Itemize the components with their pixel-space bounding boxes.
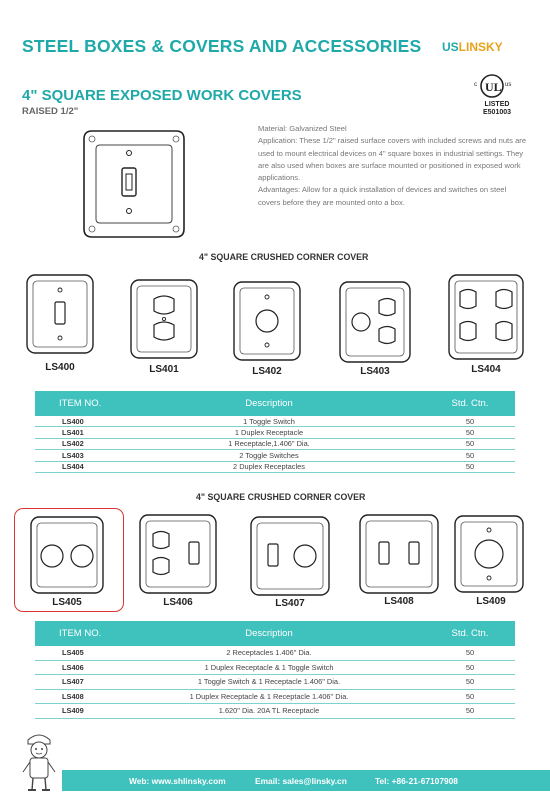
two-toggle-cover-icon <box>357 512 441 596</box>
advantages-text: Advantages: Allow for a quick installation of devices and switches on steel covers before they are mounted onto a box. <box>258 185 507 207</box>
cover-label: LS409 <box>476 596 506 607</box>
ul-listed-text: LISTED E501003 <box>482 101 512 116</box>
single-receptacle-cover-icon <box>231 279 303 363</box>
cover-label: LS400 <box>45 362 75 373</box>
table-row: LS406 1 Duplex Receptacle & 1 Toggle Switch 50 <box>35 661 515 676</box>
table-row: LS401 1 Duplex Receptacle 50 <box>35 427 515 438</box>
section-title: 4" SQUARE EXPOSED WORK COVERS <box>22 87 302 104</box>
cover-label: LS406 <box>163 597 193 608</box>
table-row: LS407 1 Toggle Switch & 1 Receptacle 1.406" Dia. 50 <box>35 675 515 690</box>
svg-text:us: us <box>505 82 512 88</box>
footer-web-link[interactable]: Web: www.shlinsky.com <box>129 775 226 786</box>
table-row: LS408 1 Duplex Receptacle & 1 Receptacle 1.406" Dia. 50 <box>35 690 515 705</box>
brand-logo: USLINSKY <box>442 40 503 54</box>
cover-label: LS404 <box>471 364 501 375</box>
cover-label: LS408 <box>384 596 414 607</box>
table-row: LS404 2 Duplex Receptacles 50 <box>35 462 515 473</box>
table-row: LS405 2 Receptacles 1.406" Dia. 50 <box>35 646 515 661</box>
product-description <box>258 123 528 209</box>
footer-phone: Tel: +86-21-67107908 <box>375 775 458 786</box>
duplex-and-toggle-cover-icon <box>137 512 219 596</box>
table-row: LS403 2 Toggle Switches 50 <box>35 450 515 461</box>
toggle-switch-cover-icon <box>24 272 96 356</box>
cover-label: LS405 <box>52 597 82 608</box>
mascot-icon <box>18 728 60 794</box>
large-receptacle-cover-icon <box>452 513 526 595</box>
two-receptacles-cover-icon <box>28 514 106 596</box>
section-subtitle: RAISED 1/2" <box>22 106 79 117</box>
product-table-1 <box>35 391 515 473</box>
material-text: Material: Galvanized Steel <box>258 124 347 133</box>
contact-footer <box>62 770 550 791</box>
cover-label: LS403 <box>360 366 390 377</box>
receptacle-duplex-cover-icon <box>337 279 413 365</box>
table-row: LS402 1 Receptacle,1.406" Dia. 50 <box>35 439 515 450</box>
cover-label: LS407 <box>275 598 305 609</box>
group1-heading: 4" SQUARE CRUSHED CORNER COVER <box>199 252 369 262</box>
table-row: LS400 1 Toggle Switch 50 <box>35 416 515 427</box>
svg-text:c: c <box>474 82 477 88</box>
product-table-2 <box>35 621 515 719</box>
svg-text:UL: UL <box>485 80 502 94</box>
cover-label: LS401 <box>149 364 179 375</box>
footer-email-link[interactable]: Email: sales@linsky.cn <box>255 775 347 786</box>
table-row: LS409 1.620" Dia. 20A TL Receptacle 50 <box>35 704 515 719</box>
application-text: Application: These 1/2" raised surface covers with included screws and nuts are used to mount electrical devices on 4" square boxes in industrial settings. They are also used when boxes are surface mounted or positioned in exposed work applications. <box>258 136 527 183</box>
large-toggle-cover-drawing <box>78 125 190 243</box>
duplex-receptacle-cover-icon <box>128 277 200 361</box>
two-duplex-receptacles-cover-icon <box>446 272 526 362</box>
table-header: ITEM NO. Description Std. Ctn. <box>35 391 515 416</box>
group2-heading: 4" SQUARE CRUSHED CORNER COVER <box>196 492 366 502</box>
table-header: ITEM NO. Description Std. Ctn. <box>35 621 515 646</box>
cover-label: LS402 <box>252 366 282 377</box>
page-title: STEEL BOXES & COVERS AND ACCESSORIES <box>22 36 422 56</box>
toggle-and-receptacle-cover-icon <box>248 514 332 598</box>
